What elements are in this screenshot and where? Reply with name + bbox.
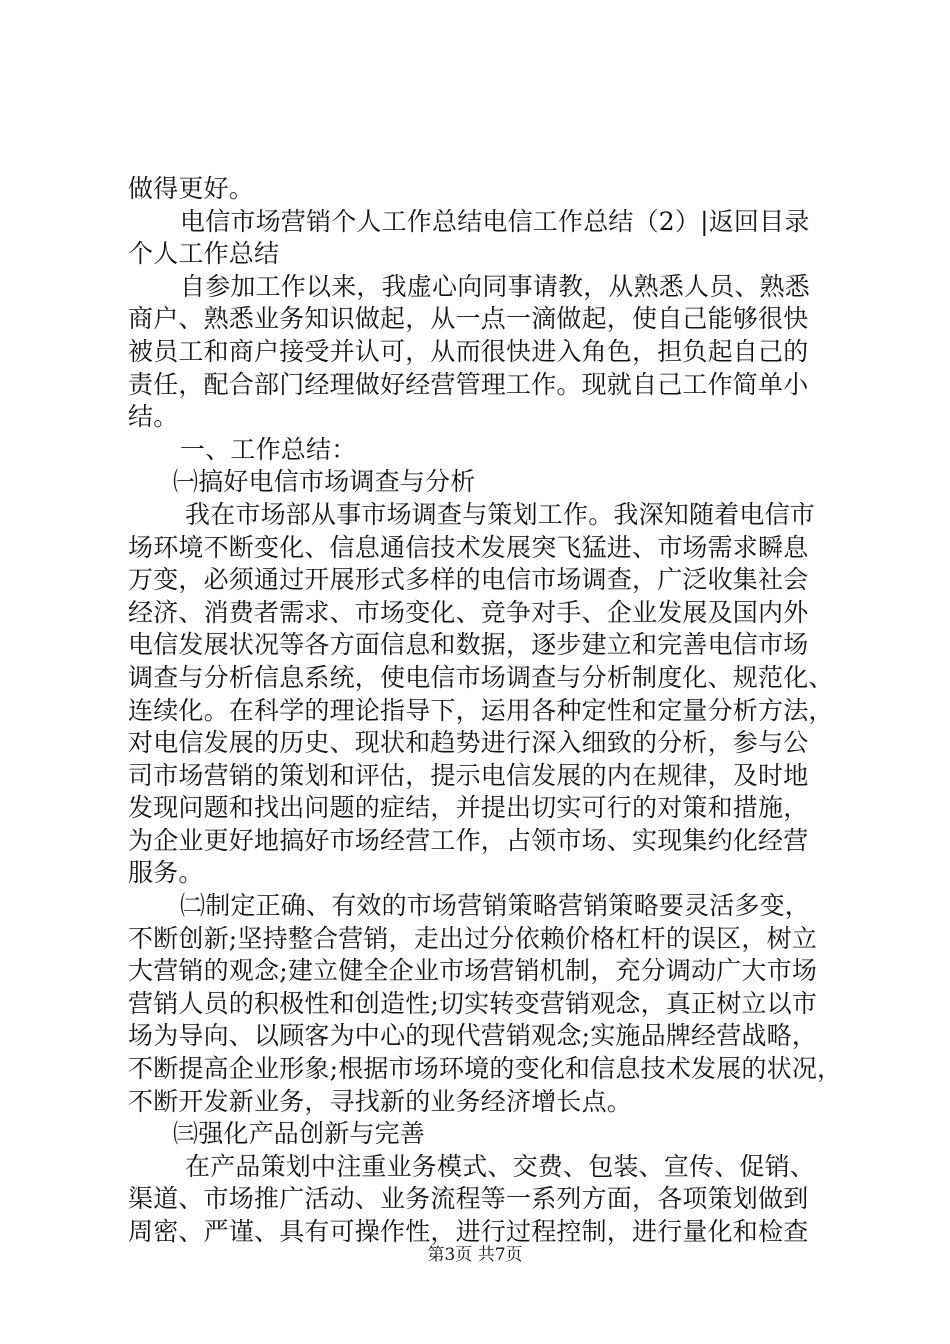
paragraph-line: 责任，配合部门经理做好经营管理工作。现就自己工作简单小	[128, 369, 809, 399]
paragraph-line: 司市场营销的策划和评估，提示电信发展的内在规律，及时地	[128, 760, 809, 790]
paragraph-line: 发现问题和找出问题的症结，并提出切实可行的对策和措施，	[128, 793, 809, 823]
subheading-line: ㈠搞好电信市场调查与分析	[173, 467, 476, 497]
paragraph-line: 周密、严谨、具有可操作性，进行过程控制，进行量化和检查	[128, 1217, 809, 1246]
paragraph-line: 自参加工作以来，我虚心向同事请教，从熟悉人员、熟悉	[180, 271, 811, 301]
paragraph-line: 对电信发展的历史、现状和趋势进行深入细致的分析，参与公	[128, 728, 809, 758]
heading-line: 一、工作总结：	[180, 434, 357, 464]
paragraph-line: 做得更好。	[128, 174, 255, 203]
subheading-line: ㈡制定正确、有效的市场营销策略营销策略要灵活多变，	[180, 891, 811, 921]
paragraph-line: 调查与分析信息系统，使电信市场调查与分析制度化、规范化、	[128, 662, 834, 692]
paragraph-line: 连续化。在科学的理论指导下，运用各种定性和定量分析方法，	[128, 695, 834, 725]
section-title-line: 电信市场营销个人工作总结电信工作总结（2）|返回目录	[180, 206, 810, 236]
paragraph-line: 在产品策划中注重业务模式、交费、包装、宣传、促销、	[185, 1151, 816, 1181]
paragraph-line: 万变，必须通过开展形式多样的电信市场调查，广泛收集社会	[128, 565, 809, 595]
paragraph-line: 被员工和商户接受并认可，从而很快进入角色，担负起自己的	[128, 336, 809, 366]
paragraph-line: 不断开发新业务，寻找新的业务经济增长点。	[128, 1086, 633, 1116]
paragraph-line: 电信发展状况等各方面信息和数据，逐步建立和完善电信市场	[128, 630, 809, 660]
document-body	[128, 173, 843, 1249]
paragraph-line: 为企业更好地搞好市场经营工作，占领市场、实现集约化经营	[128, 825, 809, 855]
paragraph-line: 不断创新;坚持整合营销，走出过分依赖价格杠杆的误区，树立	[128, 923, 818, 953]
paragraph-line: 我在市场部从事市场调查与策划工作。我深知随着电信市	[185, 499, 816, 529]
paragraph-line: 服务。	[128, 858, 204, 888]
paragraph-line: 大营销的观念;建立健全企业市场营销机制，充分调动广大市场	[128, 956, 818, 986]
paragraph-line: 场环境不断变化、信息通信技术发展突飞猛进、市场需求瞬息	[128, 532, 809, 562]
paragraph-line: 结。	[128, 402, 179, 432]
paragraph-line: 不断提高企业形象;根据市场环境的变化和信息技术发展的状况，	[128, 1054, 843, 1084]
page-number-footer: 第3页 共7页	[427, 1245, 523, 1265]
section-title-line: 个人工作总结	[128, 239, 280, 269]
paragraph-line: 场为导向、以顾客为中心的现代营销观念;实施品牌经营战略，	[128, 1021, 818, 1051]
subheading-line: ㈢强化产品创新与完善	[173, 1119, 426, 1149]
paragraph-line: 经济、消费者需求、市场变化、竞争对手、企业发展及国内外	[128, 597, 809, 627]
paragraph-line: 渠道、市场推广活动、业务流程等一系列方面，各项策划做到	[128, 1184, 809, 1214]
paragraph-line: 商户、熟悉业务知识做起，从一点一滴做起，使自己能够很快	[128, 304, 809, 334]
paragraph-line: 营销人员的积极性和创造性;切实转变营销观念，真正树立以市	[128, 988, 818, 1018]
